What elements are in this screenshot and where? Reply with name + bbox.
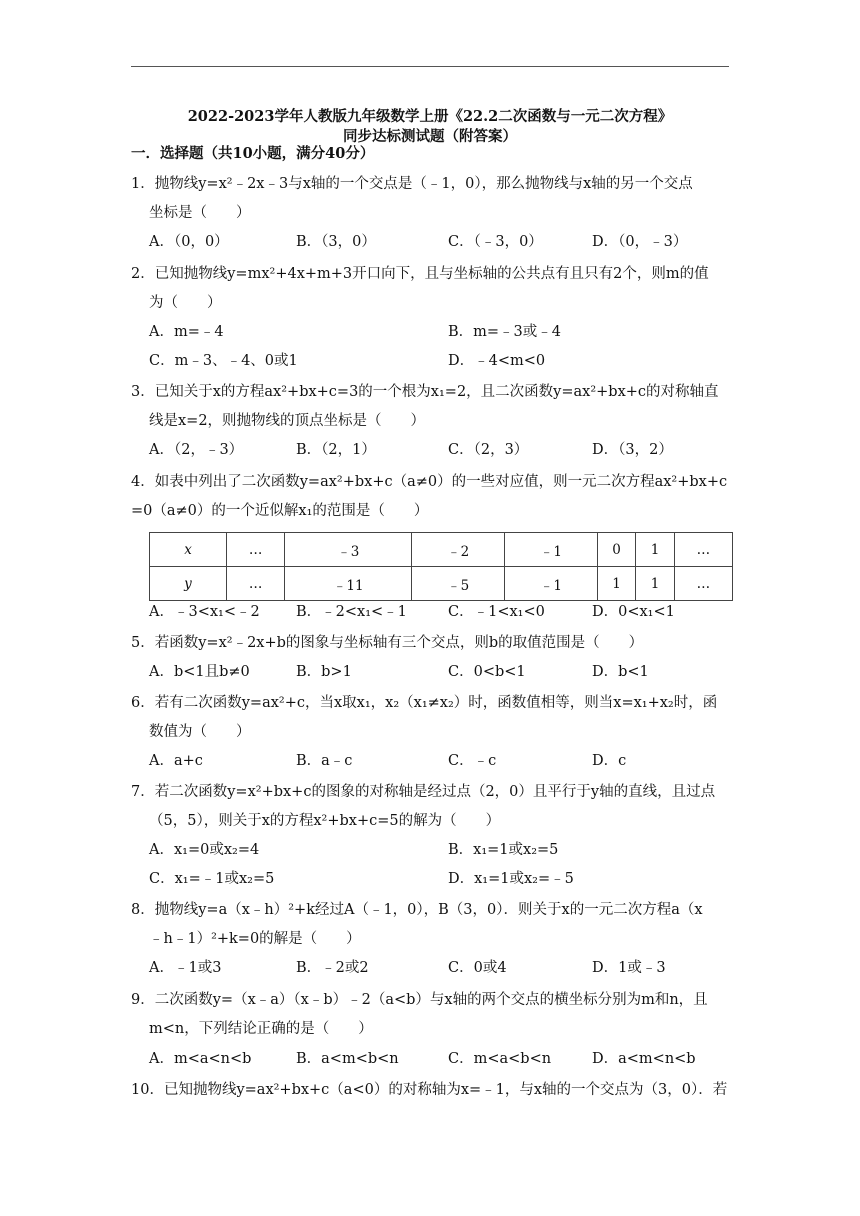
table-cell: ﹣5 — [412, 567, 505, 601]
table-cell: … — [227, 533, 285, 567]
header-rule — [131, 66, 729, 67]
table-cell: … — [674, 567, 732, 601]
question-3-option-c: C．（2，3） — [448, 442, 529, 458]
question-7-option-b: B．x₁=1或x₂=5 — [448, 842, 559, 858]
question-2-option-c: C．m﹣3、﹣4、0或1 — [149, 353, 298, 369]
question-8-option-d: D．1或﹣3 — [592, 960, 666, 976]
table-cell: ﹣3 — [285, 533, 412, 567]
question-7-line2: （5，5），则关于x的方程x²+bx+c=5的解为（ ） — [149, 813, 501, 829]
question-2-line2: 为（ ） — [149, 295, 222, 311]
question-6-option-c: C．﹣c — [448, 753, 497, 769]
question-8-line1: 8．抛物线y=a（x﹣h）²+k经过A（﹣1，0），B（3，0）．则关于x的一元二次方程a（x — [131, 902, 703, 918]
question-9-line2: m<n，下列结论正确的是（ ） — [149, 1021, 373, 1037]
question-4-line1: 4．如表中列出了二次函数y=ax²+bx+c（a≠0）的一些对应值，则一元二次方程ax²+bx+c — [131, 474, 728, 490]
table-cell: ﹣11 — [285, 567, 412, 601]
question-8-option-a: A．﹣1或3 — [149, 960, 222, 976]
question-9-option-b: B．a<m<b<n — [296, 1051, 399, 1067]
question-4-option-c: C．﹣1<x₁<0 — [448, 604, 545, 620]
table-header-x: x — [150, 533, 227, 567]
question-3-line2: 线是x=2，则抛物线的顶点坐标是（ ） — [149, 413, 426, 429]
question-1-option-a: A．（0，0） — [149, 234, 229, 250]
question-7-option-d: D．x₁=1或x₂=﹣5 — [448, 871, 574, 887]
page-subtitle: 同步达标测试题（附答案） — [343, 128, 517, 145]
table-row — [150, 567, 733, 601]
question-2-option-b: B．m=﹣3或﹣4 — [448, 324, 562, 340]
question-7-line1: 7．若二次函数y=x²+bx+c的图象的对称轴是经过点（2，0）且平行于y轴的直线，且过点 — [131, 784, 716, 800]
question-8-option-c: C．0或4 — [448, 960, 507, 976]
question-8-option-b: B．﹣2或2 — [296, 960, 369, 976]
question-1-option-c: C．（﹣3，0） — [448, 234, 543, 250]
question-9-option-a: A．m<a<n<b — [149, 1051, 252, 1067]
question-3-option-d: D．（3，2） — [592, 442, 673, 458]
question-3-option-a: A．（2，﹣3） — [149, 442, 244, 458]
question-7-option-a: A．x₁=0或x₂=4 — [149, 842, 260, 858]
question-8-line2: ﹣h﹣1）²+k=0的解是（ ） — [149, 931, 361, 947]
question-5-option-d: D．b<1 — [592, 664, 649, 680]
question-6-option-b: B．a﹣c — [296, 753, 353, 769]
table-cell: … — [227, 567, 285, 601]
table-cell: 1 — [597, 567, 636, 601]
values-table — [149, 532, 733, 601]
question-4-option-a: A．﹣3<x₁<﹣2 — [149, 604, 260, 620]
question-2-option-d: D．﹣4<m<0 — [448, 353, 546, 369]
question-2-line1: 2．已知抛物线y=mx²+4x+m+3开口向下，且与坐标轴的公共点有且只有2个，则m的值 — [131, 266, 709, 282]
question-6-line2: 数值为（ ） — [149, 724, 251, 740]
question-7-option-c: C．x₁=﹣1或x₂=5 — [149, 871, 275, 887]
table-cell: 1 — [636, 533, 675, 567]
question-6-line1: 6．若有二次函数y=ax²+c，当x取x₁，x₂（x₁≠x₂）时，函数值相等，则当x=x₁+x₂时，函 — [131, 695, 718, 711]
question-3-option-b: B．（2，1） — [296, 442, 376, 458]
table-cell: … — [674, 533, 732, 567]
question-1-option-b: B．（3，0） — [296, 234, 376, 250]
question-10-line1: 10．已知抛物线y=ax²+bx+c（a<0）的对称轴为x=﹣1，与x轴的一个交点为（3，0）．若 — [131, 1082, 728, 1098]
question-2-option-a: A．m=﹣4 — [149, 324, 224, 340]
question-1-line2: 坐标是（ ） — [149, 205, 251, 221]
question-1-option-d: D．（0，﹣3） — [592, 234, 688, 250]
question-5-option-c: C．0<b<1 — [448, 664, 526, 680]
table-cell: ﹣1 — [505, 567, 598, 601]
question-4-line2: =0（a≠0）的一个近似解x₁的范围是（ ） — [131, 503, 429, 519]
question-9-line1: 9．二次函数y=（x﹣a）（x﹣b）﹣2（a<b）与x轴的两个交点的横坐标分别为m和n，且 — [131, 992, 708, 1008]
table-cell: ﹣2 — [412, 533, 505, 567]
section-heading: 一．选择题（共10小题，满分40分） — [131, 145, 375, 162]
page-title: 2022-2023学年人教版九年级数学上册《22.2二次函数与一元二次方程》 — [187, 108, 673, 125]
table-cell: ﹣1 — [505, 533, 598, 567]
question-4-option-d: D．0<x₁<1 — [592, 604, 675, 620]
table-header-y: y — [150, 567, 227, 601]
question-5-option-a: A．b<1且b≠0 — [149, 664, 250, 680]
table-row — [150, 533, 733, 567]
table-cell: 1 — [636, 567, 675, 601]
table-cell: 0 — [597, 533, 636, 567]
question-5-line1: 5．若函数y=x²﹣2x+b的图象与坐标轴有三个交点，则b的取值范围是（ ） — [131, 635, 644, 651]
question-5-option-b: B．b>1 — [296, 664, 352, 680]
question-6-option-d: D．c — [592, 753, 627, 769]
question-1-line1: 1．抛物线y=x²﹣2x﹣3与x轴的一个交点是（﹣1，0），那么抛物线与x轴的另一个交点 — [131, 176, 693, 192]
question-9-option-d: D．a<m<n<b — [592, 1051, 696, 1067]
question-6-option-a: A．a+c — [149, 753, 203, 769]
question-4-option-b: B．﹣2<x₁<﹣1 — [296, 604, 407, 620]
question-9-option-c: C．m<a<b<n — [448, 1051, 552, 1067]
question-3-line1: 3．已知关于x的方程ax²+bx+c=3的一个根为x₁=2，且二次函数y=ax²+bx+c的对称轴直 — [131, 384, 719, 400]
